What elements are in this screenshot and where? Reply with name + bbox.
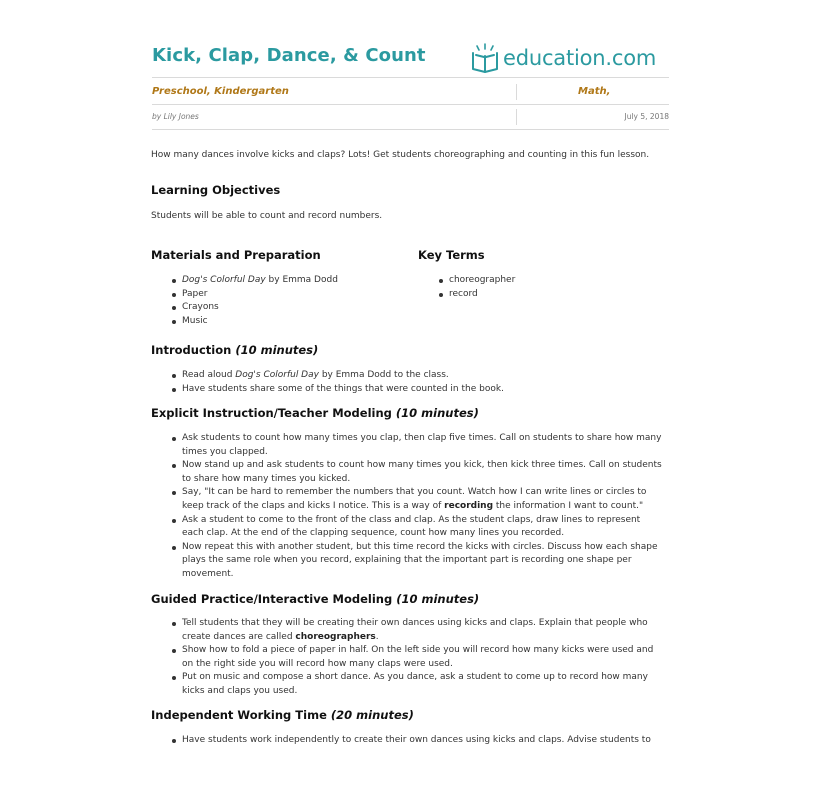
explicit-instruction-list bbox=[171, 432, 662, 582]
materials-list bbox=[171, 274, 338, 328]
section-duration: (10 minutes) bbox=[235, 343, 319, 357]
header-divider-middle bbox=[152, 104, 669, 105]
list-item-text: by Emma Dodd to the class. bbox=[318, 370, 449, 380]
section-duration: (10 minutes) bbox=[396, 592, 480, 606]
key-term: record bbox=[449, 288, 478, 299]
list-item-text: each clap. At the end of the clapping sequence, count how many lines you recorded. bbox=[182, 528, 565, 539]
lesson-title: Kick, Clap, Dance, & Count bbox=[152, 45, 426, 66]
list-item bbox=[171, 734, 651, 748]
list-item-text: times you clapped. bbox=[182, 446, 268, 457]
list-item-text: create dances are called bbox=[182, 631, 296, 642]
list-item bbox=[171, 274, 338, 288]
list-item-text: Show how to fold a piece of paper in half. On the left side you will record how many kicks were used and bbox=[182, 645, 654, 656]
key-term: recording bbox=[444, 500, 494, 511]
list-item bbox=[171, 541, 662, 582]
list-item-text: Crayons bbox=[182, 302, 219, 313]
list-item-text: the information I want to count." bbox=[493, 500, 644, 511]
list-item-text: by Emma Dodd bbox=[265, 275, 338, 285]
list-item-text: Have students work independently to create their own dances using kicks and claps. Advise students to bbox=[182, 735, 651, 745]
publish-date: July 5, 2018 bbox=[624, 112, 669, 121]
list-item bbox=[171, 383, 504, 397]
introduction-heading bbox=[151, 343, 318, 357]
book-title: Dog's Colorful Day bbox=[182, 275, 266, 285]
list-item bbox=[171, 301, 338, 315]
list-item bbox=[171, 432, 662, 459]
lesson-description: How many dances involve kicks and claps? Lots! Get students choreographing and counting in this fun lesson. bbox=[151, 150, 650, 160]
section-duration: (10 minutes) bbox=[395, 406, 479, 420]
section-duration: (20 minutes) bbox=[330, 708, 414, 722]
key-terms-list bbox=[438, 274, 515, 301]
subject: Math, bbox=[578, 86, 611, 97]
list-item-text: Have students share some of the things that were counted in the book. bbox=[182, 383, 504, 394]
section-title: Guided Practice/Interactive Modeling bbox=[151, 592, 393, 606]
list-item-text: to share how many times you kicked. bbox=[182, 473, 351, 484]
list-item-text: Music bbox=[182, 315, 208, 326]
list-item bbox=[171, 514, 662, 541]
list-item-text: keep track of the claps and kicks I notice. This is a way of bbox=[182, 500, 445, 511]
key-term: choreographer bbox=[449, 275, 516, 285]
guided-practice-list bbox=[171, 617, 653, 699]
author: by Lily Jones bbox=[152, 112, 199, 121]
list-item-text bbox=[182, 631, 653, 645]
list-item-text: Now stand up and ask students to count how many times you kick, then kick three times. Call on students bbox=[182, 460, 662, 471]
section-title: Introduction bbox=[151, 343, 232, 357]
materials-heading: Materials and Preparation bbox=[151, 248, 321, 262]
book-logo-icon bbox=[469, 43, 501, 73]
list-item-text: Ask a student to come to the front of the class and clap. As the student claps, draw lines to represent bbox=[182, 514, 641, 525]
key-terms-heading: Key Terms bbox=[418, 248, 485, 262]
section-title: Explicit Instruction/Teacher Modeling bbox=[151, 406, 392, 420]
list-item bbox=[171, 315, 338, 329]
learning-objectives-text: Students will be able to count and record numbers. bbox=[151, 211, 383, 221]
list-item bbox=[171, 369, 504, 383]
list-item bbox=[171, 288, 338, 302]
list-item bbox=[171, 459, 662, 486]
section-title: Independent Working Time bbox=[151, 708, 327, 722]
list-item-text bbox=[182, 500, 662, 514]
header-divider-bottom bbox=[152, 129, 669, 130]
independent-working-heading bbox=[151, 708, 414, 722]
list-item-text: . bbox=[375, 631, 379, 642]
list-item-text: kicks and claps you used. bbox=[182, 685, 298, 696]
list-item-text: Tell students that they will be creating their own dances using kicks and claps. Explain that people who bbox=[182, 618, 648, 628]
list-item-text: on the right side you will record how many claps were used. bbox=[182, 658, 453, 669]
logo-text: education.com bbox=[503, 46, 657, 70]
list-item-text: Read aloud bbox=[182, 370, 236, 380]
key-term: choreographers bbox=[295, 631, 376, 642]
list-item bbox=[171, 486, 662, 513]
book-title: Dog's Colorful Day bbox=[235, 370, 319, 380]
guided-practice-heading bbox=[151, 592, 479, 606]
list-item-text: movement. bbox=[182, 568, 234, 579]
list-item bbox=[438, 288, 515, 302]
learning-objectives-heading: Learning Objectives bbox=[151, 183, 281, 197]
introduction-list bbox=[171, 369, 504, 396]
header-column-divider-2 bbox=[516, 109, 517, 125]
explicit-instruction-heading bbox=[151, 406, 479, 420]
list-item bbox=[438, 274, 515, 288]
list-item bbox=[171, 671, 653, 698]
list-item-text: Put on music and compose a short dance. As you dance, ask a student to come up to record how many bbox=[182, 672, 648, 683]
grade-levels: Preschool, Kindergarten bbox=[152, 86, 289, 97]
header-divider-top bbox=[152, 77, 669, 78]
independent-working-list bbox=[171, 734, 651, 748]
list-item-text: plays the same role when you record, explaining that the important part is recording one shape per bbox=[182, 555, 632, 566]
list-item-text: Say, "It can be hard to remember the numbers that you count. Watch how I can write lines or circles to bbox=[182, 487, 647, 498]
education-logo[interactable] bbox=[469, 42, 656, 74]
list-item-text: Now repeat this with another student, but this time record the kicks with circles. Discuss how each shape bbox=[182, 541, 658, 552]
header-column-divider bbox=[516, 84, 517, 100]
list-item bbox=[171, 617, 653, 644]
list-item-text: Ask students to count how many times you clap, then clap five times. Call on students to share how many bbox=[182, 433, 662, 443]
list-item bbox=[171, 644, 653, 671]
list-item-text: Paper bbox=[182, 288, 208, 299]
